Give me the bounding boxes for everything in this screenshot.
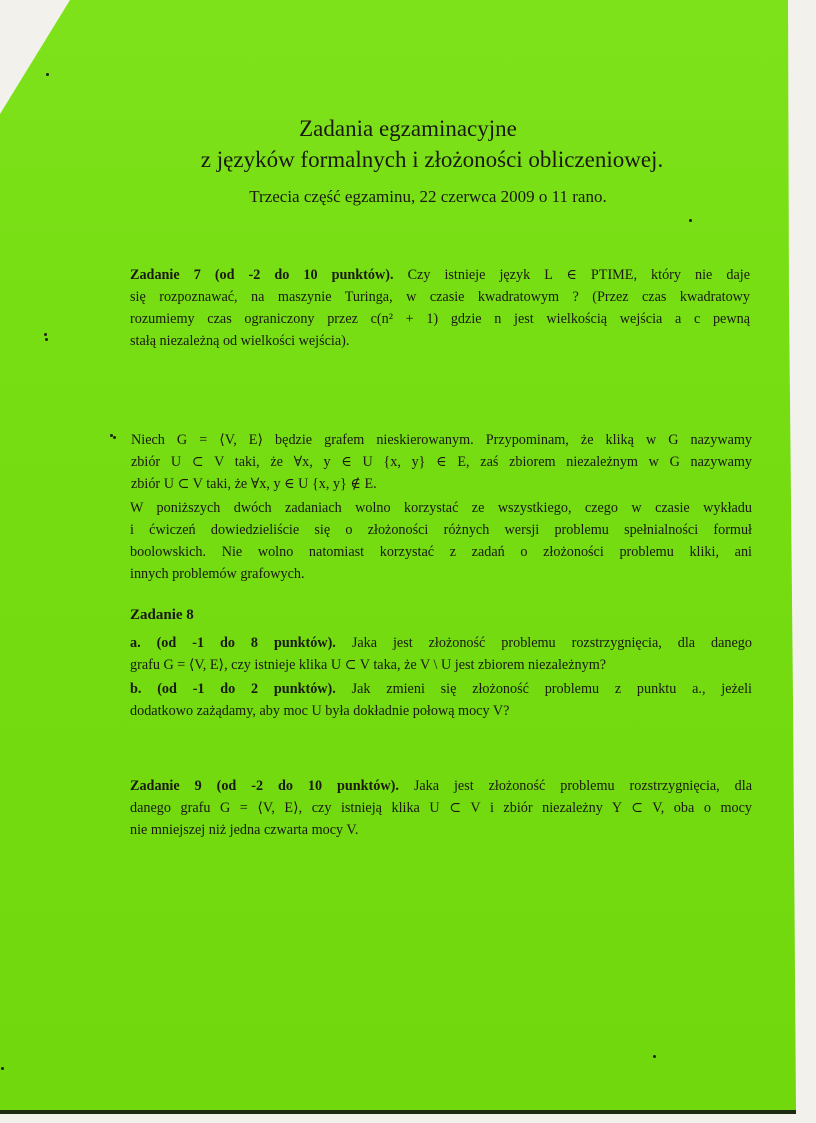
- speck-mark: [45, 338, 48, 341]
- speck-mark: [689, 219, 692, 222]
- note-line: i ćwiczeń dowiedzieliście się o złożoności różnych wersji problemu spełnialności formuł: [130, 522, 752, 538]
- definition-line: zbiór U ⊂ V taki, że ∀x, y ∈ U {x, y} ∈ E, zaś zbiorem niezależnym w G nazywamy: [131, 454, 752, 470]
- task-7-line: stałą niezależną od wielkości wejścia).: [130, 333, 350, 349]
- document-subtitle: Trzecia część egzaminu, 22 czerwca 2009 o 11 rano.: [249, 187, 607, 206]
- document-title-line2: z języków formalnych i złożoności obliczeniowej.: [200, 147, 664, 172]
- task-7: [130, 264, 750, 352]
- task-9-line: nie mniejszej niż jedna czwarta mocy V.: [130, 822, 359, 838]
- task-7-line: rozumiemy czas ograniczony przez c(n² + 1) gdzie n jest wielkością wejścia a c pewną: [130, 311, 750, 327]
- speck-mark: [1, 1067, 4, 1070]
- note-line: boolowskich. Nie wolno natomiast korzystać z zadań o złożoności problemu kliki, ani: [130, 544, 752, 560]
- task-8b-line: dodatkowo zażądamy, aby moc U była dokładnie połową mocy V?: [130, 703, 510, 719]
- task-8b: [130, 678, 752, 722]
- note-line: innych problemów grafowych.: [130, 566, 305, 582]
- task-8b-text: Jak zmieni się złożoność problemu z punktu a., jeżeli: [351, 681, 752, 697]
- definition-line: Niech G = ⟨V, E⟩ będzie grafem nieskierowanym. Przypominam, że kliką w G nazywamy: [131, 432, 752, 448]
- speck-mark: [653, 1055, 656, 1058]
- task-9-heading: Zadanie 9 (od -2 do 10 punktów).: [130, 778, 399, 794]
- task-8a: [130, 632, 752, 676]
- speck-mark: [46, 73, 49, 76]
- speck-mark: [113, 436, 116, 439]
- task-9-line: danego grafu G = ⟨V, E⟩, czy istnieją klika U ⊂ V i zbiór niezależny Y ⊂ V, oba o mocy: [130, 800, 752, 816]
- task-8-heading: Zadanie 8: [130, 607, 194, 623]
- document-title: Zadania egzaminacyjne: [299, 116, 517, 141]
- task-8a-line: grafu G = ⟨V, E⟩, czy istnieje klika U ⊂ V taka, że V \ U jest zbiorem niezależnym?: [130, 657, 607, 673]
- task-7-line: się rozpoznawać, na maszynie Turinga, w czasie kwadratowym ? (Przez czas kwadratowy: [130, 289, 750, 305]
- definition-line: zbiór U ⊂ V taki, że ∀x, y ∈ U {x, y} ∉ E.: [131, 476, 377, 492]
- task-9-text: Jaka jest złożoność problemu rozstrzygnięcia, dla: [413, 778, 752, 794]
- graph-definitions: [131, 429, 752, 495]
- task-7-heading: Zadanie 7 (od -2 do 10 punktów).: [130, 267, 394, 283]
- task-8a-label: a. (od -1 do 8 punktów).: [130, 635, 336, 651]
- task-7-text: Czy istnieje język L ∈ PTIME, który nie daje: [407, 267, 750, 283]
- note-line: W poniższych dwóch zadaniach wolno korzystać ze wszystkiego, czego w czasie wykładu: [130, 500, 752, 516]
- task-9: [130, 775, 752, 841]
- instructions-note: [130, 497, 752, 585]
- speck-mark: [44, 333, 47, 336]
- task-8b-label: b. (od -1 do 2 punktów).: [130, 681, 336, 697]
- task-8a-text: Jaka jest złożoność problemu rozstrzygnięcia, dla danego: [351, 635, 752, 651]
